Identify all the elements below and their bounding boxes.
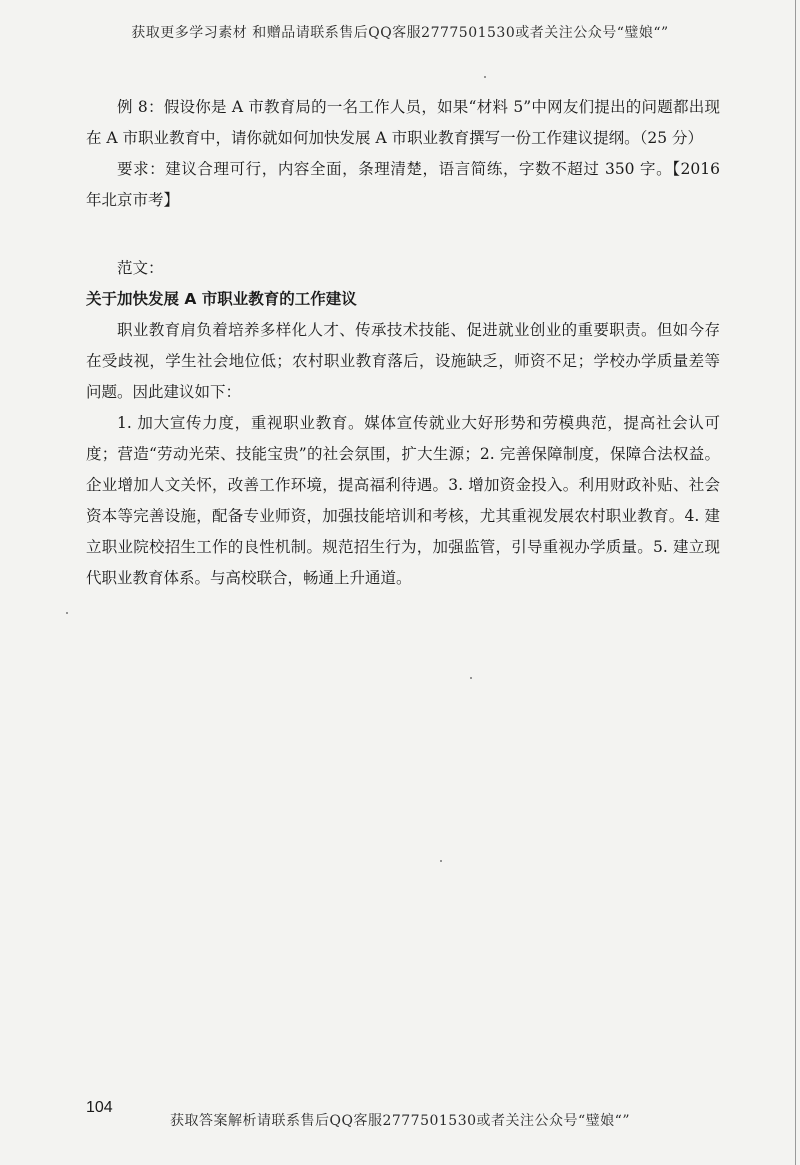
- question-prompt: 例 8：假设你是 A 市教育局的一名工作人员，如果“材料 5”中网友们提出的问题都出现在 A 市职业教育中，请你就如何加快发展 A 市职业教育撰写一份工作建议提纲。（25 分）: [86, 98, 720, 147]
- essay-intro: 职业教育肩负着培养多样化人才、传承技术技能、促进就业创业的重要职责。但如今存在受歧视，学生社会地位低；农村职业教育落后，设施缺乏，师资不足；学校办学质量差等问题。因此建议如下：: [86, 321, 720, 401]
- essay-suggestions: 1. 加大宣传力度，重视职业教育。媒体宣传就业大好形势和劳模典范，提高社会认可度；营造“劳动光荣、技能宝贵”的社会氛围，扩大生源；2. 完善保障制度，保障合法权益。企业增加人文关怀，改善工作环境，提高福利待遇。3. 增加资金投入。利用财政补贴、社会资本等完善设施，配备专业师资，加强技能培训和考核，尤其重视发展农村职业教育。4. 建立职业院校招生工作的良性机制。规范招生行为，加强监管，引导重视办学质量。5. 建立现代职业教育体系。与高校联合，畅通上升通道。: [86, 414, 720, 587]
- scan-speck: [470, 677, 472, 679]
- scan-speck: [484, 76, 486, 78]
- scan-speck: [66, 612, 68, 614]
- page-number: 104: [86, 1099, 113, 1116]
- spacer: [86, 216, 720, 253]
- essay-title: 关于加快发展 A 市职业教育的工作建议: [86, 290, 357, 308]
- scan-speck: [440, 860, 442, 862]
- content-body: [86, 92, 720, 594]
- footer-note: 获取答案解析请联系售后QQ客服2777501530或者关注公众号“璧娘“”: [170, 1113, 630, 1129]
- header-note: 获取更多学习素材 和赠品请联系售后QQ客服2777501530或者关注公众号“璧娘“”: [131, 25, 669, 41]
- essay-label: 范文：: [117, 259, 164, 277]
- scan-edge-line: [795, 0, 796, 1165]
- question-requirement: 要求：建议合理可行，内容全面，条理清楚，语言简练，字数不超过 350 字。【2016 年北京市考】: [86, 160, 720, 209]
